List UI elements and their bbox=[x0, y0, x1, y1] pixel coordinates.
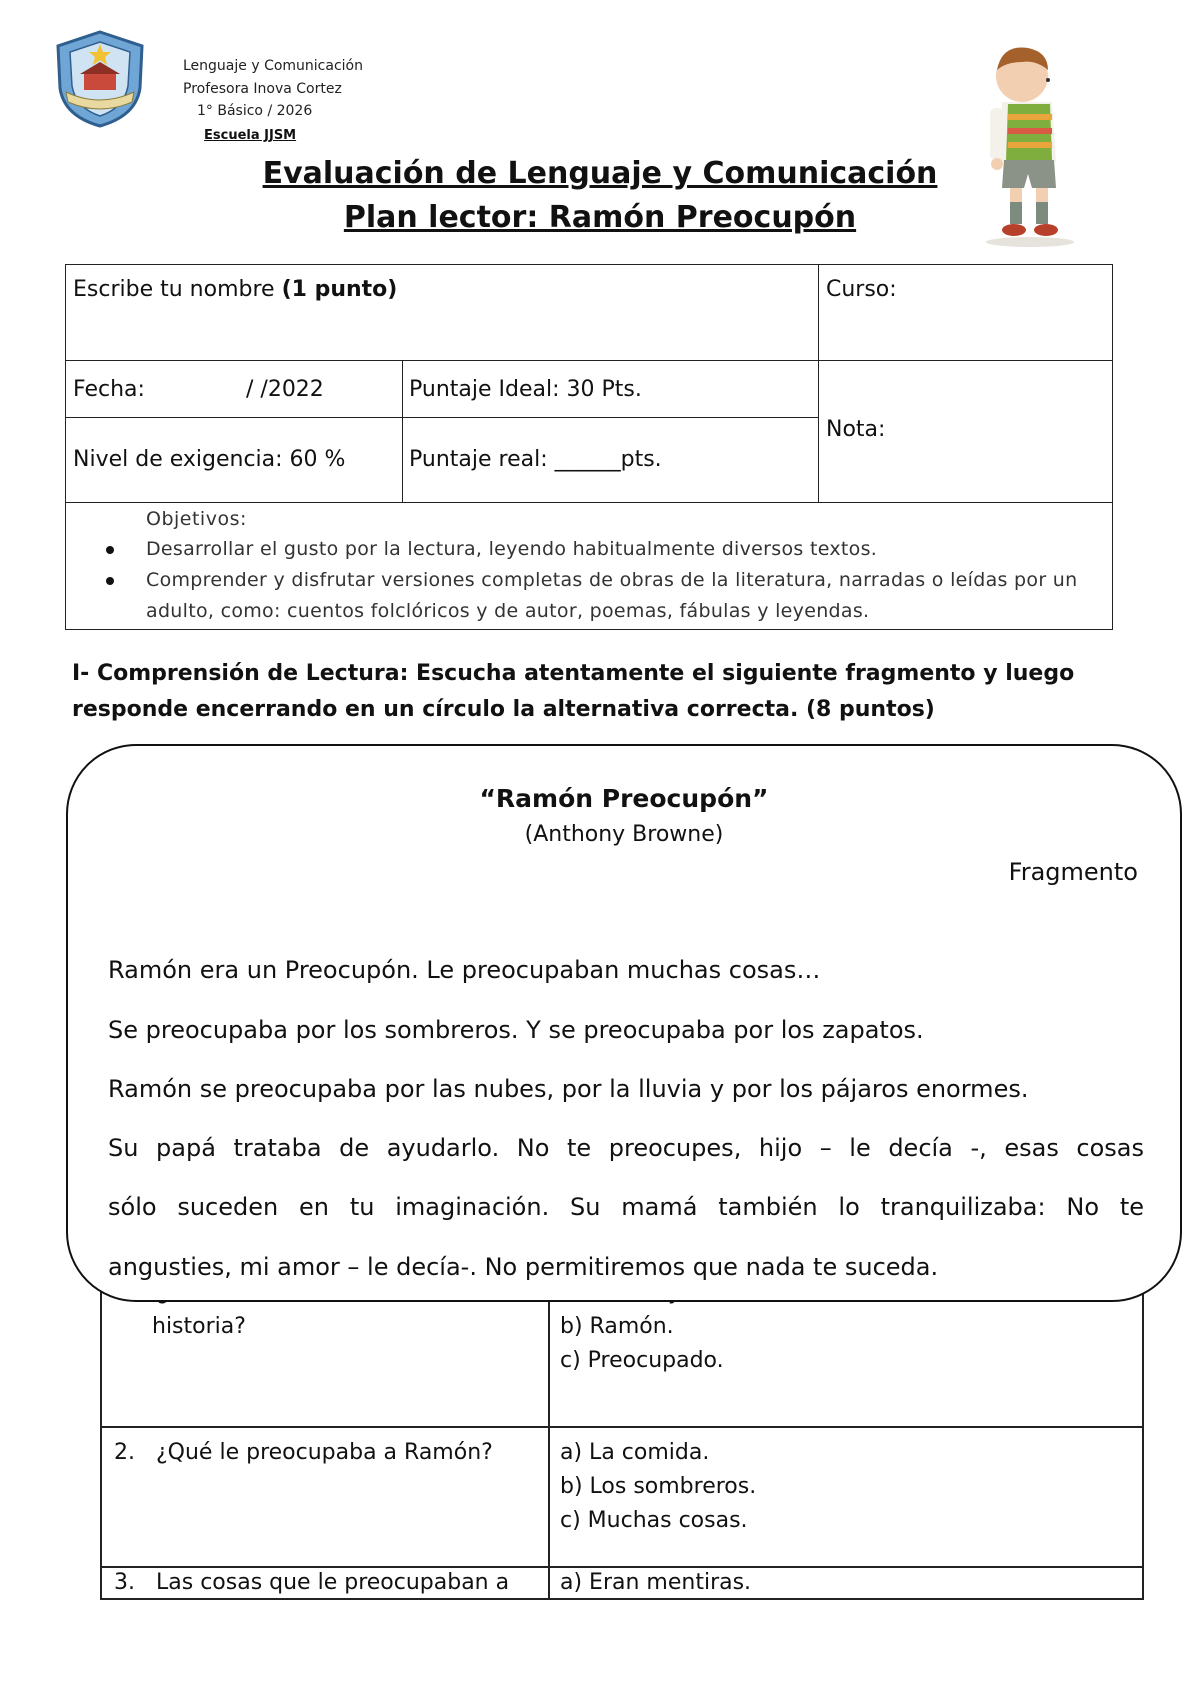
option-a[interactable]: a) La comida. bbox=[560, 1440, 710, 1465]
story-title: “Ramón Preocupón” bbox=[479, 784, 769, 813]
passage-line: angusties, mi amor – le decía-. No permitiremos que nada te suceda. bbox=[108, 1253, 939, 1281]
option-b[interactable]: b) Ramón. bbox=[560, 1314, 674, 1339]
question-3 bbox=[114, 1566, 509, 1600]
page-subtitle: Plan lector: Ramón Preocupón bbox=[343, 200, 857, 235]
option-a[interactable]: a) Eran mentiras. bbox=[560, 1570, 752, 1595]
option-c[interactable]: c) Muchas cosas. bbox=[560, 1508, 748, 1533]
question-number: 2. bbox=[114, 1440, 135, 1465]
grade-field[interactable]: Nota: bbox=[826, 417, 886, 442]
date-label: Fecha: bbox=[73, 377, 145, 402]
reading-passage-box bbox=[66, 744, 1182, 1302]
passage-line: Ramón era un Preocupón. Le preocupaban muchas cosas… bbox=[108, 956, 821, 984]
passage-line: Se preocupaba por los sombreros. Y se preocupaba por los zapatos. bbox=[108, 1016, 924, 1044]
page-title: Evaluación de Lenguaje y Comunicación bbox=[262, 156, 938, 191]
passage-line: Ramón se preocupaba por las nubes, por la lluvia y por los pájaros enormes. bbox=[108, 1075, 1029, 1103]
name-field[interactable] bbox=[73, 277, 397, 302]
list-item: Comprender y disfrutar versiones completas de obras de la literatura, narradas o leídas por un adulto, como: cuentos folclóricos y de autor, poemas, fábulas y leyendas. bbox=[86, 565, 1096, 627]
question-number: 3. bbox=[114, 1570, 135, 1595]
options-2 bbox=[560, 1436, 756, 1538]
option-b[interactable]: b) Los sombreros. bbox=[560, 1474, 757, 1499]
bullet-icon bbox=[106, 546, 114, 554]
name-points: (1 punto) bbox=[281, 277, 398, 302]
list-item: Desarrollar el gusto por la lectura, leyendo habitualmente diversos textos. bbox=[86, 534, 1096, 565]
bullet-icon bbox=[106, 577, 114, 585]
question-2 bbox=[114, 1436, 493, 1470]
date-field[interactable]: / /2022 bbox=[246, 377, 324, 402]
school-label: Escuela JJSM bbox=[204, 128, 297, 143]
passage-line: sólo suceden en tu imaginación. Su mamá también lo tranquilizaba: No te bbox=[108, 1193, 1144, 1221]
options-3 bbox=[560, 1566, 751, 1600]
objectives-title: Objetivos: bbox=[146, 508, 247, 530]
subject-label: Lenguaje y Comunicación bbox=[183, 58, 363, 74]
objectives-list bbox=[86, 534, 1096, 627]
name-label: Escribe tu nombre bbox=[73, 277, 282, 302]
questions-table bbox=[100, 1284, 1144, 1600]
section-heading: I- Comprensión de Lectura: Escucha atentamente el siguiente fragmento y luego responde encerrando en un círculo la alternativa correcta. (8 puntos) bbox=[72, 661, 1075, 722]
exigency-level: Nivel de exigencia: 60 % bbox=[73, 447, 346, 472]
boy-illustration bbox=[970, 38, 1090, 248]
school-logo bbox=[50, 28, 150, 128]
passage-line: Su papá trataba de ayudarlo. No te preocupes, hijo – le decía -, esas cosas bbox=[108, 1134, 1144, 1162]
question-text: Las cosas que le preocupaban a bbox=[156, 1570, 510, 1595]
grade-label: 1° Básico / 2026 bbox=[197, 103, 313, 119]
objectives-section bbox=[66, 502, 1112, 630]
real-score-field[interactable]: Puntaje real: ______pts. bbox=[409, 447, 662, 472]
story-author: (Anthony Browne) bbox=[524, 822, 724, 847]
question-text-cont: historia? bbox=[152, 1314, 246, 1339]
course-field[interactable]: Curso: bbox=[826, 277, 897, 302]
fragment-label: Fragmento bbox=[1008, 858, 1138, 886]
student-info-table bbox=[65, 264, 1113, 630]
teacher-label: Profesora Inova Cortez bbox=[183, 81, 342, 97]
ideal-score: Puntaje Ideal: 30 Pts. bbox=[409, 377, 642, 402]
question-text: ¿Qué le preocupaba a Ramón? bbox=[156, 1440, 493, 1465]
option-c[interactable]: c) Preocupado. bbox=[560, 1348, 724, 1373]
